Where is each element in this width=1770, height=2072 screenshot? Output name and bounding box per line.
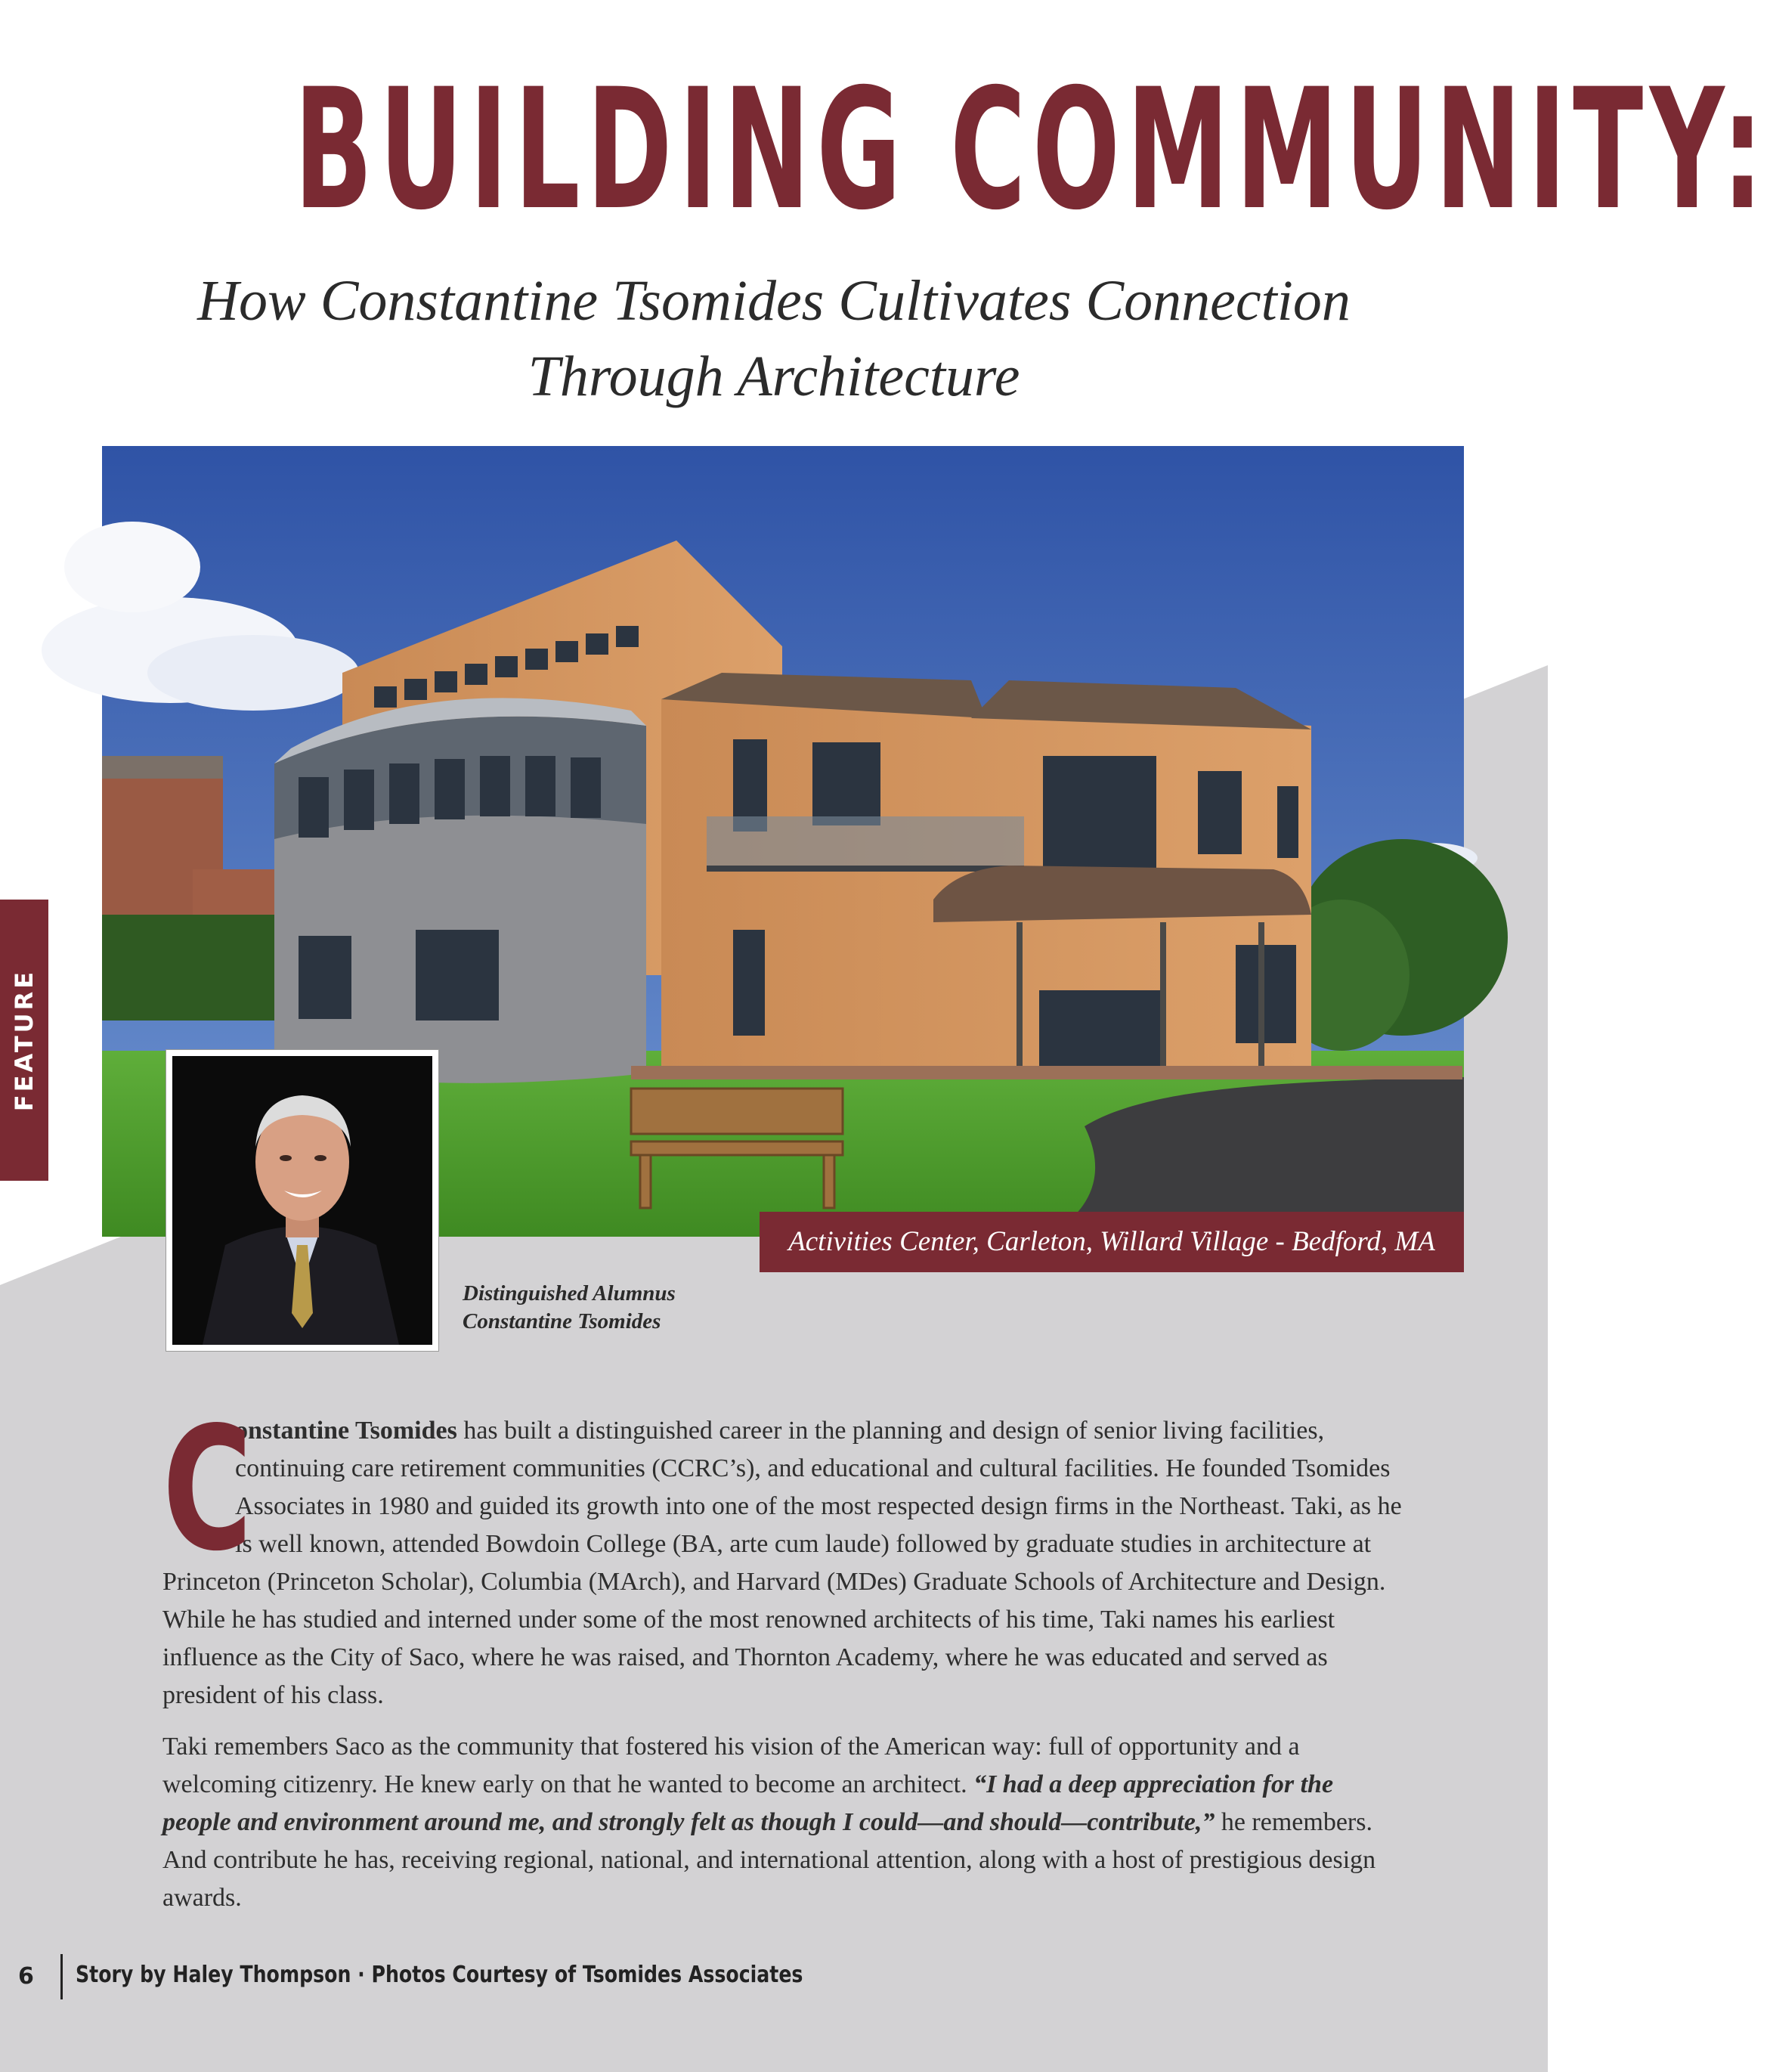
paragraph-2 (162, 1728, 1408, 1917)
subtitle-line-2: Through Architecture (528, 345, 1020, 408)
paragraph-1 (162, 1391, 1408, 1714)
footer-divider (60, 1954, 63, 1999)
portrait-caption-line-1: Distinguished Alumnus (463, 1281, 676, 1305)
photo-caption: Activities Center, Carleton, Willard Village - Bedford, MA (760, 1212, 1464, 1272)
subtitle-line-1: How Constantine Tsomides Cultivates Connection (197, 269, 1351, 333)
story-credit: Story by Haley Thompson · Photos Courtesy of Tsomides Associates (76, 1962, 803, 1988)
portrait-caption-line-2: Constantine Tsomides (463, 1309, 661, 1333)
section-tab (0, 900, 48, 1181)
page-footer (0, 1954, 1548, 1999)
drop-cap: C (162, 1391, 252, 1589)
page-number: 6 (18, 1963, 34, 1990)
paragraph-1-text: has built a distinguished career in the planning and design of senior living facilities, continuing care retirement communities (CCRC’s), and educational and cultural facilities. He founded Tsomides Associates in 1980 and guided its growth into one of the most respected design firms in the Northeast. Taki, as he is well known, attended Bowdoin College (BA, arte cum laude) followed by graduate studies in architecture at Princeton (Princeton Scholar), Columbia (MArch), and Harvard (MDes) Graduate Schools of Architecture and Design. While he has studied and interned under some of the most renowned architects of his time, Taki names his earliest influence as the City of Saco, where he was raised, and Thornton Academy, where he was educated and served as president of his class. (162, 1417, 1402, 1709)
portrait-photo (172, 1056, 432, 1345)
portrait-caption (463, 1280, 676, 1336)
page-subtitle (0, 263, 1548, 414)
paragraph-2-text-before: Taki remembers Saco as the community that fostered his vision of the American way: full of opportunity and a welcoming citizenry. He knew early on that he wanted to become an architect. (162, 1733, 1300, 1798)
page-title: BUILDING COMMUNITY: (294, 53, 1770, 246)
subject-name: onstantine Tsomides (235, 1417, 457, 1445)
section-tab-label: FEATURE (10, 968, 39, 1112)
portrait-frame (166, 1049, 439, 1352)
pull-quote: “I had a deep appreciation for the people and environment around me, and strongly felt as though I could—and should—contribute,” (162, 1770, 1334, 1836)
paragraph-2-text-after: he remembers. And contribute he has, receiving regional, national, and international attention, along with a host of prestigious design awards. (162, 1808, 1376, 1912)
article-body (162, 1391, 1408, 1931)
